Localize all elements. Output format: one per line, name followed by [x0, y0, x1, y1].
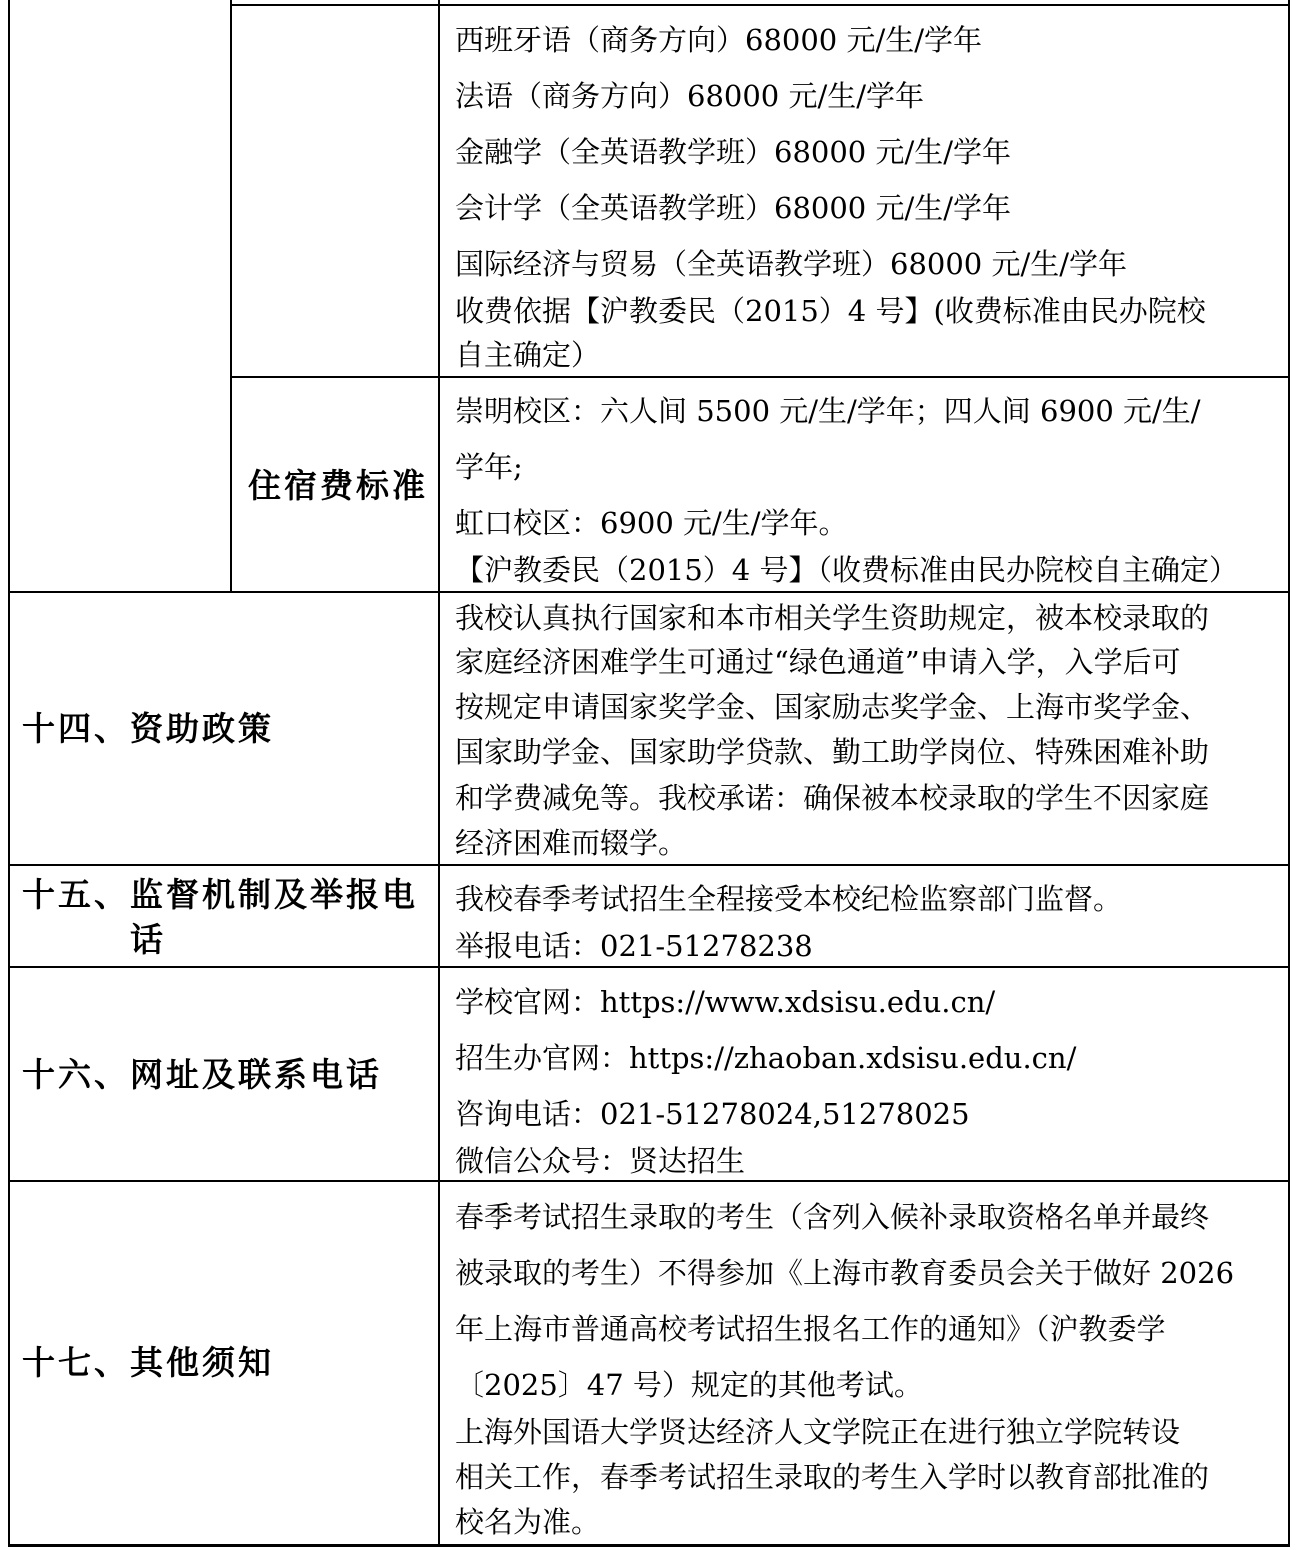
s17-line: 〔2025〕47 号）规定的其他考试。	[455, 1368, 923, 1402]
outer-col-divider	[230, 0, 232, 592]
s17-line: 相关工作，春季考试招生录取的考生入学时以教育部批准的	[455, 1460, 1210, 1494]
tuition-line: 西班牙语（商务方向）68000 元/生/学年	[455, 23, 983, 57]
tuition-line: 金融学（全英语教学班）68000 元/生/学年	[455, 135, 1012, 169]
s14-line: 按规定申请国家奖学金、国家励志奖学金、上海市奖学金、	[455, 690, 1210, 724]
s17-line: 被录取的考生）不得参加《上海市教育委员会关于做好 2026	[455, 1256, 1235, 1290]
s15-line: 我校春季考试招生全程接受本校纪检监察部门监督。	[455, 882, 1123, 916]
tuition-line: 国际经济与贸易（全英语教学班）68000 元/生/学年	[455, 247, 1128, 281]
s14-line: 和学费减免等。我校承诺：确保被本校录取的学生不因家庭	[455, 781, 1210, 815]
s15-label: 十五、监督机制及举报电	[22, 875, 418, 914]
accommodation-line: 虹口校区：6900 元/生/学年。	[455, 506, 848, 540]
s17-line: 校名为准。	[455, 1505, 601, 1539]
wechat-line: 微信公众号：贤达招生	[455, 1144, 746, 1178]
table-border-right	[1288, 0, 1290, 1547]
row-divider-s14	[8, 591, 1290, 593]
accommodation-line: 学年;	[455, 450, 523, 484]
admissions-website-line[interactable]: 招生办官网：https://zhaoban.xdsisu.edu.cn/	[455, 1041, 1077, 1075]
accommodation-line: 【沪教委民（2015）4 号】（收费标准由民办院校自主确定）	[455, 553, 1238, 587]
s17-label: 十七、其他须知	[22, 1343, 274, 1382]
accommodation-line: 崇明校区：六人间 5500 元/生/学年；四人间 6900 元/生/	[455, 394, 1201, 428]
tuition-line: 收费依据【沪教委民（2015）4 号】(收费标准由民办院校	[455, 294, 1206, 328]
phone-line: 咨询电话：021-51278024,51278025	[455, 1097, 970, 1131]
row-divider-s17	[8, 1180, 1290, 1182]
s16-label: 十六、网址及联系电话	[22, 1055, 382, 1094]
s14-label: 十四、资助政策	[22, 709, 274, 748]
table-border-left	[8, 0, 10, 1547]
row-divider-s15	[8, 864, 1290, 866]
website-line[interactable]: 学校官网：https://www.xdsisu.edu.cn/	[455, 985, 996, 1019]
row-top-border	[230, 4, 1290, 6]
s14-line: 家庭经济困难学生可通过“绿色通道”申请入学，入学后可	[455, 645, 1181, 679]
s14-line: 我校认真执行国家和本市相关学生资助规定，被本校录取的	[455, 601, 1210, 635]
row-divider-accommodation	[230, 376, 1290, 378]
table-border-bottom	[8, 1544, 1290, 1547]
accommodation-label: 住宿费标准	[248, 466, 428, 505]
s17-line: 春季考试招生录取的考生（含列入候补录取资格名单并最终	[455, 1200, 1210, 1234]
s15-label-cont: 话	[130, 920, 166, 959]
s15-line: 举报电话：021-51278238	[455, 929, 813, 963]
s17-line: 年上海市普通高校考试招生报名工作的通知》（沪教委学	[455, 1312, 1166, 1346]
row-divider-s16	[8, 966, 1290, 968]
s14-line: 国家助学金、国家助学贷款、勤工助学岗位、特殊困难补助	[455, 735, 1210, 769]
tuition-line: 自主确定）	[455, 338, 601, 372]
value-col-divider	[438, 0, 440, 1547]
s17-line: 上海外国语大学贤达经济人文学院正在进行独立学院转设	[455, 1415, 1181, 1449]
tuition-line: 法语（商务方向）68000 元/生/学年	[455, 79, 925, 113]
tuition-line: 会计学（全英语教学班）68000 元/生/学年	[455, 191, 1012, 225]
s14-line: 经济困难而辍学。	[455, 826, 688, 860]
